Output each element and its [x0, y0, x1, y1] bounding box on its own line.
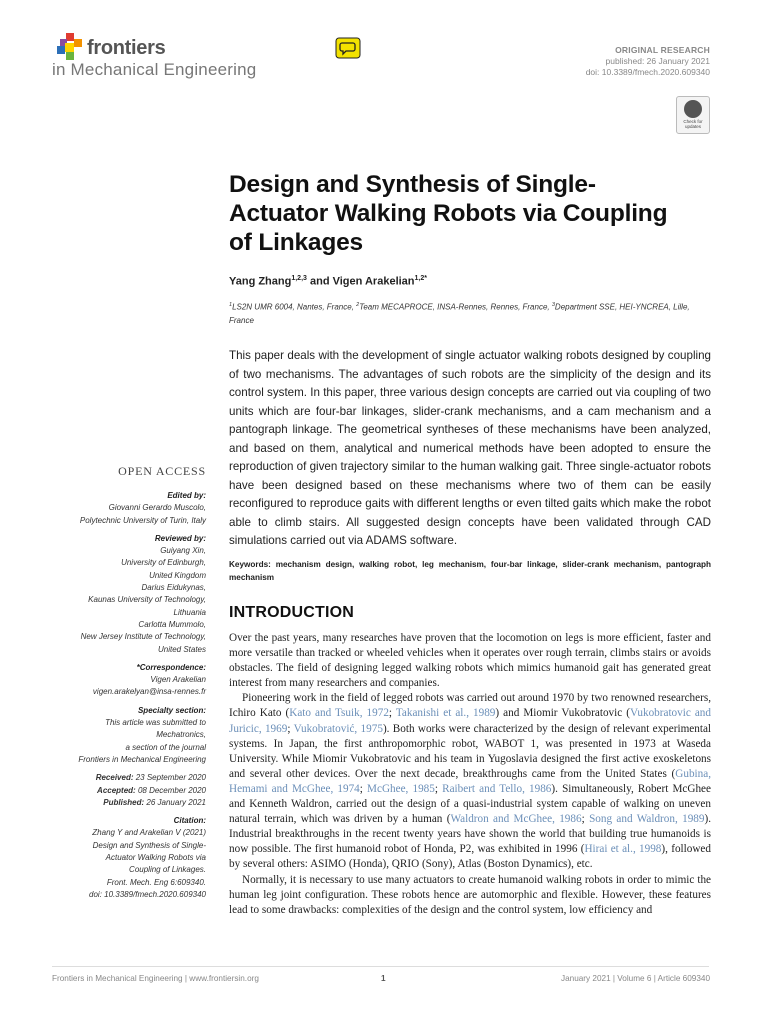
check-for-updates-icon [684, 100, 702, 118]
citation-link[interactable]: Gubina, Hemami and McGhee, 1974 [229, 767, 711, 795]
journal-name[interactable]: in Mechanical Engineering [52, 60, 257, 79]
accepted-date [16, 785, 206, 797]
citation-link[interactable]: Vukobratović, 1975 [293, 722, 383, 735]
accepted-value: 08 December 2020 [135, 785, 206, 795]
reviewer-line[interactable]: Carlotta Mummolo, [138, 619, 206, 629]
text-run: ). Simultaneously, Robert McGhee and Kenneth Waldron, carried out the design of a quasi-industrial system capable of walking on uneven natural terrain, which was driven by a human ( [229, 782, 711, 826]
published-date-side [16, 797, 206, 809]
affiliation-marker: 1 [229, 302, 233, 308]
specialty-section-heading: Specialty section: [137, 705, 206, 715]
text-run: Pioneering work in the field of legged robots was carried out around 1970 by two renowned researchers, Ichiro Kato ( [229, 692, 711, 720]
open-access-label: OPEN ACCESS [118, 464, 206, 478]
brand-name[interactable]: frontiers [87, 37, 166, 59]
reviewer-line: United States [157, 644, 206, 654]
reviewer-line: Lithuania [173, 607, 206, 617]
footer-journal-link[interactable]: Frontiers in Mechanical Engineering | www.frontiersin.org [52, 974, 259, 983]
paragraph [229, 691, 711, 872]
text-run: ). Industrial breakthroughs in the recent twenty years have shown the world that building true humanoids is now possible. The first humanoid robot of Honda, P2, was exhibited in 1996 ( [229, 813, 712, 856]
doi-link[interactable]: doi: 10.3389/fmech.2020.609340 [585, 67, 710, 77]
check-for-updates-label: Check for updates [683, 119, 703, 129]
abstract: This paper deals with the development of single actuator walking robots designed by coupling of two mechanisms. The advantages of such robots are the simplicity of the design and its control system. In this paper, three various design concepts are carried out via coupling of two units which are four-bar linkages, slider-crank mechanisms, and a cam mechanism and a pantograph linkage. The geometrical syntheses of these mechanisms have been analyzed, and based on them, analytical and numerical methods have been adopted to ensure the reproduction of given trajectory similar to the human walking gait. Three single-actuator robots have been designed based on these mechanisms where two of them can be easily reconfigured to reproduce gaits with different lengths or even tilted gaits which make the robot able to climb stairs. All suggested design concepts have been validated through CAD simulations carried out via ADAMS software. [229, 349, 711, 547]
reviewer-line: Kaunas University of Technology, [88, 595, 206, 605]
editor-name[interactable]: Giovanni Gerardo Muscolo, [108, 503, 206, 513]
paragraph: Normally, it is necessary to use many actuators to create humanoid walking robots in order to mimic the human leg joint configuration. These robots hence are automorphic and flexible. However, these features lead to some drawbacks: complexities of the design and the control system, low efficiency and [229, 873, 711, 916]
text-run: ; [287, 722, 294, 735]
text-run: ). Both works were characterized by the design of relevant experimental systems. In Japan, the first anthropomorphic robot, WABOT 1, was presented in 1973 at Waseda University. While Miomir Vukobratovic and his team in Yugoslavia designed the first active exoskeletons and several other devices. Over the next decade, breakthroughs came from the United States ( [229, 722, 712, 780]
affiliation: Team MECAPROCE, INSA-Rennes, Rennes, France, [359, 302, 552, 312]
citation-link[interactable]: Song and Waldron, 1989 [589, 813, 705, 826]
reviewer-line[interactable]: Guiyang Xin, [160, 546, 206, 556]
affiliation: Department SSE, HEI-YNCREA, Lille, France [229, 302, 690, 325]
text-run: ; [388, 707, 396, 720]
specialty-line[interactable]: Mechatronics, [156, 730, 206, 740]
citation-heading: Citation: [173, 816, 206, 826]
citation-line: Zhang Y and Arakelian V (2021) [92, 828, 206, 838]
citation-link[interactable]: Hirai et al., 1998 [584, 843, 662, 856]
text-run: ; [359, 782, 368, 795]
text-run: ; [434, 782, 443, 795]
citation-link[interactable]: Raibert and Tello, 1986 [442, 782, 552, 795]
published-date: published: 26 January 2021 [605, 56, 710, 66]
affiliation-marker: 3 [551, 302, 555, 308]
keywords-label: Keywords: [229, 560, 271, 569]
reviewer-line: New Jersey Institute of Technology, [80, 632, 206, 642]
edited-by-heading: Edited by: [167, 491, 206, 500]
editor-affiliation: Polytechnic University of Turin, Italy [79, 515, 206, 525]
check-for-updates-badge[interactable] [676, 96, 710, 134]
paper-title: Design and Synthesis of Single-Actuator Walking Robots via Coupling of Linkages [229, 171, 668, 256]
specialty-line: a section of the journal [125, 742, 206, 752]
reviewed-by-heading: Reviewed by: [154, 533, 206, 543]
article-type: ORIGINAL RESEARCH [615, 45, 710, 55]
text-run: ), followed by several others: ASIMO (Honda), QRIO (Sony), Atlas (Boston Dynamics), etc. [229, 843, 711, 871]
specialty-line[interactable]: Frontiers in Mechanical Engineering [78, 754, 206, 764]
keywords [229, 559, 711, 584]
correspondence-heading: *Correspondence: [136, 662, 206, 672]
affiliations [229, 299, 709, 327]
author-name[interactable]: Yang Zhang [229, 275, 292, 288]
received-date [16, 772, 206, 784]
published-value: 26 January 2021 [144, 797, 206, 807]
paragraph: Over the past years, many researches have proven that the locomotion on legs is more efficient, faster and more versatile than tracked or wheeled vehicles when it operates over rough terrain, climbs stairs or avoids obstacles. The field of designing legged walking robots which mimics humanoid gait has generated great interest from many researchers and companies. [229, 632, 711, 690]
reviewer-line: University of Edinburgh, [121, 558, 206, 568]
page-number: 1 [381, 974, 386, 983]
correspondence-email[interactable]: vigen.arakelyan@insa-rennes.fr [92, 687, 206, 697]
reviewer-line: United Kingdom [149, 570, 206, 580]
citation-link[interactable]: Vukobratovic and Juricic, 1969 [229, 707, 711, 735]
footer-issue-info: January 2021 | Volume 6 | Article 609340 [561, 974, 710, 983]
speech-bubble-icon[interactable] [335, 37, 361, 59]
received-value: 23 September 2020 [133, 773, 206, 783]
affiliation-marker: 2 [356, 302, 360, 308]
keywords-list: mechanism design, walking robot, leg mechanism, four-bar linkage, slider-crank mechanism, pantograph mechanism [229, 560, 711, 582]
citation-line: Design and Synthesis of Single- [92, 840, 206, 850]
text-run: ) and Miomir Vukobratovic ( [495, 707, 630, 720]
specialty-line: This article was submitted to [105, 718, 206, 728]
citation-line: Front. Mech. Eng 6:609340. [106, 877, 206, 887]
citation-line: Actuator Walking Robots via [105, 853, 206, 863]
published-label: Published: [103, 797, 145, 807]
correspondence-name: Vigen Arakelian [150, 675, 206, 685]
author-conjunction: and [306, 275, 333, 288]
citation-doi[interactable]: doi: 10.3389/fmech.2020.609340 [89, 889, 206, 899]
text-run: ; [581, 813, 590, 826]
article-info-sidebar [16, 490, 206, 901]
accepted-label: Accepted: [97, 785, 136, 795]
citation-link[interactable]: McGhee, 1985 [367, 782, 435, 795]
received-label: Received: [95, 773, 134, 783]
citation-line: Coupling of Linkages. [129, 865, 206, 875]
frontiers-logo-icon[interactable] [57, 33, 83, 61]
citation-link[interactable]: Takanishi et al., 1989 [395, 707, 496, 720]
reviewer-line[interactable]: Darius Eidukynas, [141, 583, 206, 593]
section-heading-introduction: INTRODUCTION [229, 604, 355, 621]
citation-link[interactable]: Waldron and McGhee, 1986 [450, 813, 582, 826]
citation-link[interactable]: Kato and Tsuik, 1972 [289, 707, 389, 720]
body-text [229, 631, 711, 918]
author-name[interactable]: Vigen Arakelian [332, 275, 415, 288]
affiliation: LS2N UMR 6004, Nantes, France, [232, 302, 357, 312]
author-affiliation-marker: 1,2* [414, 275, 427, 282]
author-affiliation-marker: 1,2,3 [291, 275, 307, 282]
author-list [229, 275, 427, 288]
footer-divider [52, 966, 709, 967]
